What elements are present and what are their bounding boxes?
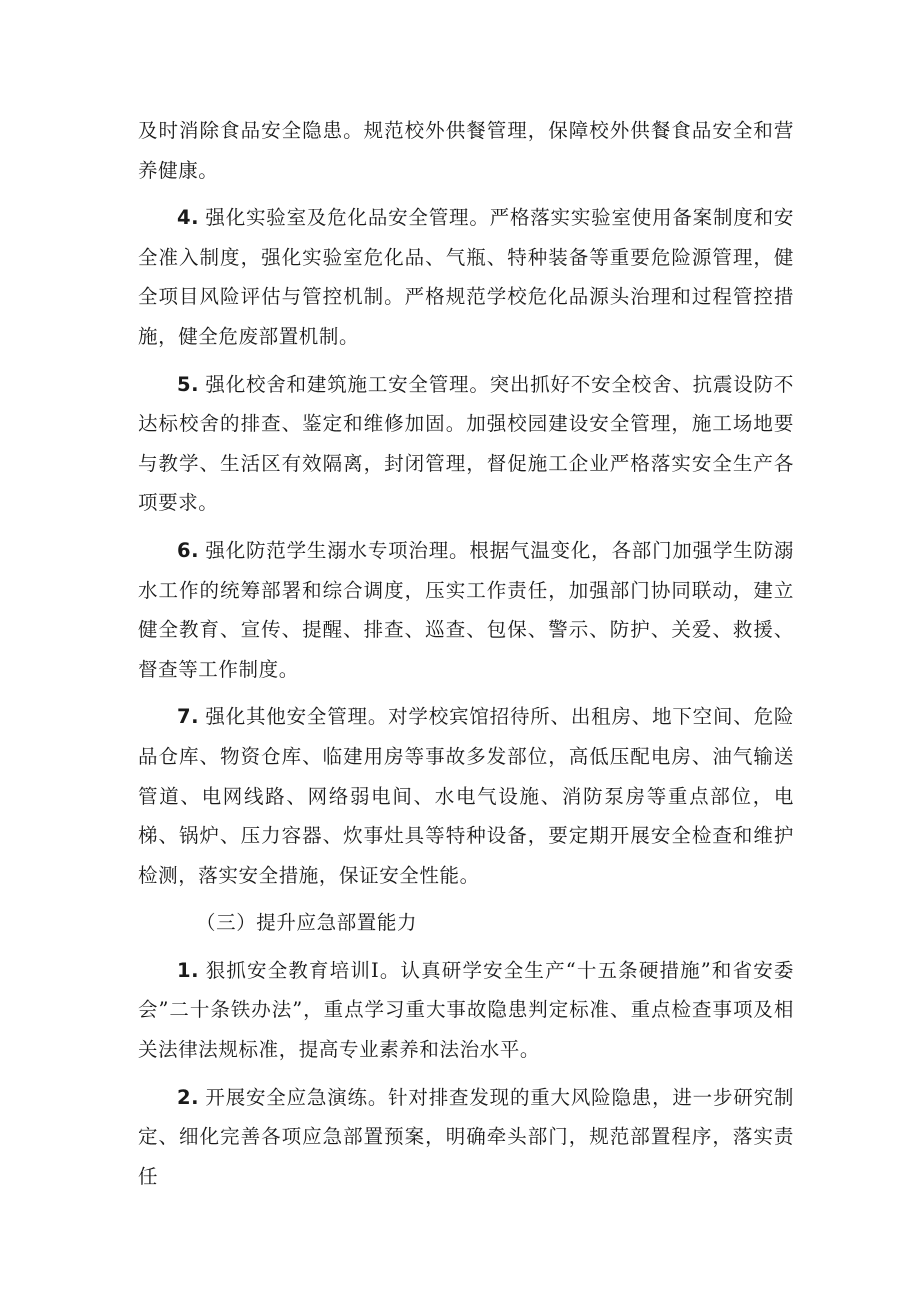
document-page (138, 111, 794, 1204)
item-text: 强化防范学生溺水专项治理。根据气温变化，各部门加强学生防溺水工作的统筹部署和综合调度，压实工作责任，加强部门协同联动，建立健全教育、宣传、提醒、排查、巡查、包保、警示、防护、关爱、救援、督查等工作制度。 (138, 538, 794, 681)
item-number: 4. (177, 206, 200, 230)
item-number: 1. (177, 958, 200, 982)
paragraph-item-5 (138, 365, 794, 523)
paragraph-item-4 (138, 198, 794, 356)
paragraph-continued: 及时消除食品安全隐患。规范校外供餐管理，保障校外供餐食品安全和营养健康。 (138, 119, 794, 182)
item-number: 6. (177, 538, 200, 562)
item-text: 强化实验室及危化品安全管理。严格落实实验室使用备案制度和安全准入制度，强化实验室危化品、气瓶、特种装备等重要危险源管理，健全项目风险评估与管控机制。严格规范学校危化品源头治理和过程管控措施，健全危废部置机制。 (138, 206, 794, 348)
paragraph-item-2 (138, 1078, 794, 1197)
item-number: 2. (177, 1085, 200, 1109)
item-text: 开展安全应急演练。针对排查发现的重大风险隐患，进一步研究制定、细化完善各项应急部置预案，明确牵头部门，规范部置程序，落实责任 (138, 1085, 794, 1188)
item-text: 狠抓安全教育培训I。认真研学安全生产“十五条硬措施”和省安委会”二十条铁办法”，重点学习重大事故隐患判定标准、重点检查事项及相关法律法规标准，提高专业素养和法治水平。 (138, 958, 794, 1062)
paragraph-item-1 (138, 951, 794, 1070)
item-text: 强化校舍和建筑施工安全管理。突出抓好不安全校舍、抗震设防不达标校舍的排查、鉴定和维修加固。加强校园建设安全管理，施工场地要与教学、生活区有效隔离，封闭管理，督促施工企业严格落实安全生产各项要求。 (138, 372, 794, 515)
item-text: 强化其他安全管理。对学校宾馆招待所、出租房、地下空间、危险品仓库、物资仓库、临建用房等事故多发部位，高低压配电房、油气输送管道、电网线路、网络弱电间、水电气设施、消防泵房等重点部位，电梯、锅炉、压力容器、炊事灶具等特种设备，要定期开展安全检查和维护检测，落实安全措施，保证安全性能。 (138, 705, 794, 887)
item-number: 5. (177, 372, 200, 396)
item-number: 7. (177, 705, 200, 729)
section-heading: （三）提升应急部置能力 (196, 911, 418, 935)
paragraph-item-7 (138, 697, 794, 895)
paragraph-item-6 (138, 531, 794, 689)
